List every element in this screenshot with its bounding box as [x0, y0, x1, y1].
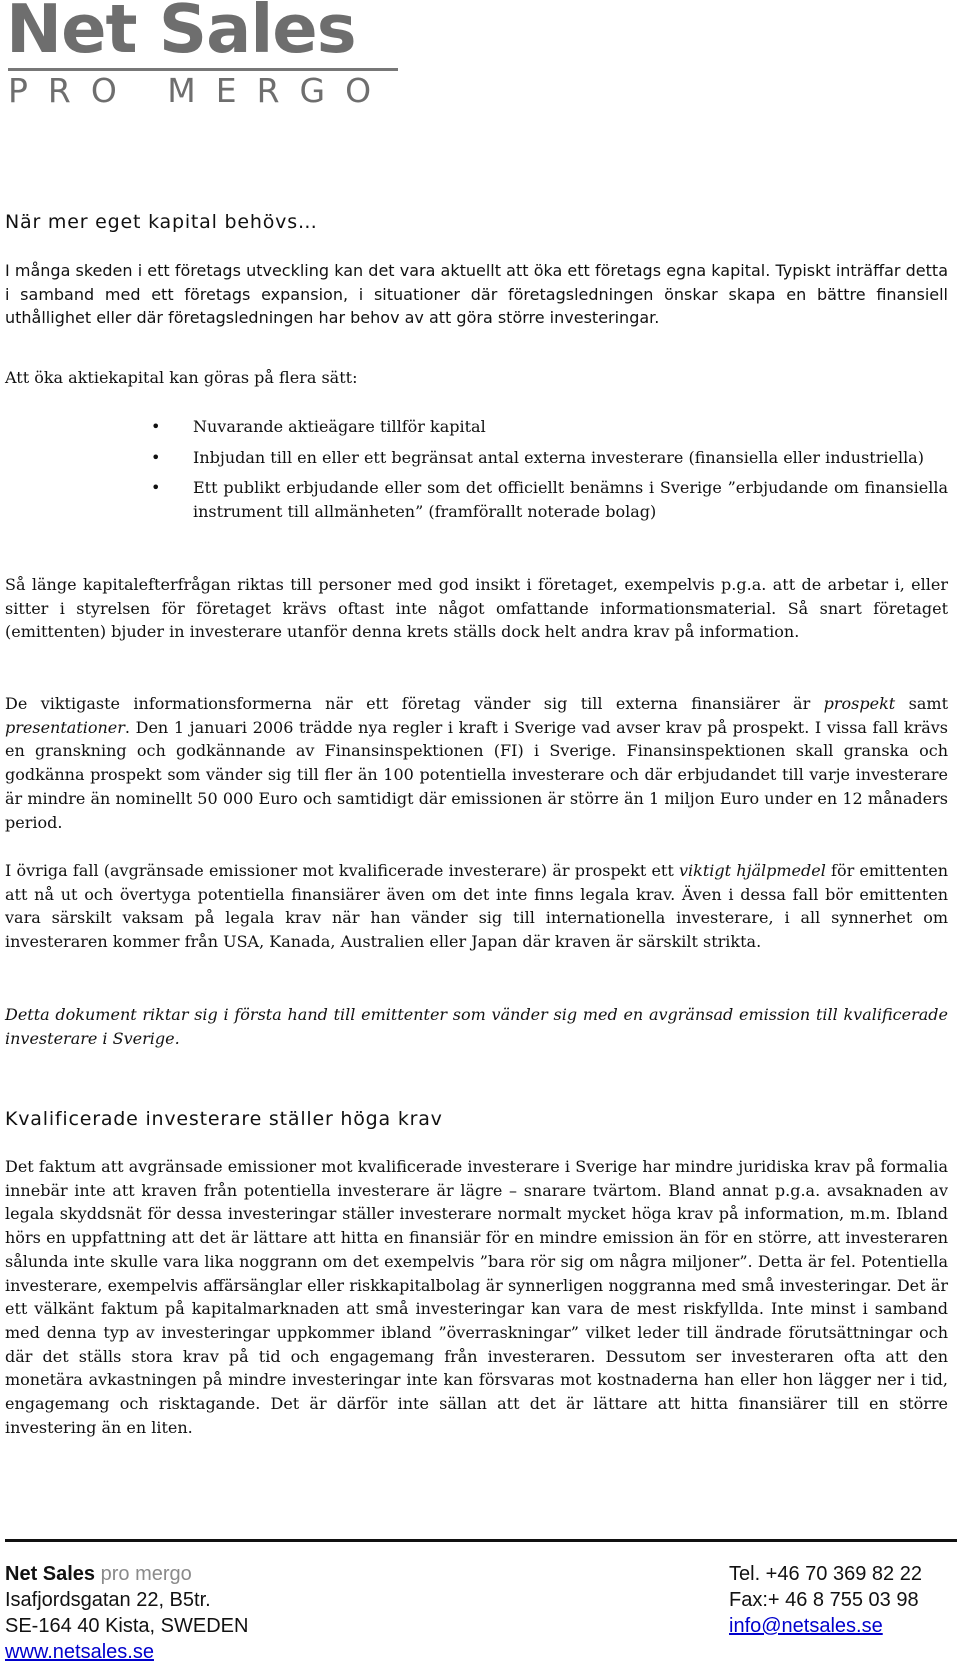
- footer-postal-address: SE-164 40 Kista, SWEDEN: [5, 1615, 249, 1637]
- company-logo: [6, 0, 398, 110]
- logo-tagline: PRO MERGO: [8, 71, 392, 110]
- insight-paragraph: Så länge kapitalefterfrågan riktas till personer med god insikt i företaget, exempelvis p.g.a. att de arbetar i, eller sitter i styrelsen för företaget krävs oftast inte något omfattande informationsmaterial. Så snart företaget (emittenten) bjuder in investerare utanför denna krets ställs dock helt andra krav på information.: [5, 575, 948, 642]
- qualified-investors-paragraph: Det faktum att avgränsade emissioner mot kvalificerade investerare i Sverige har mindre juridiska krav på formalia innebär inte att kraven från potentiella investerare är lägre – snarare tvärtom. Bland annat p.g.a. avsaknaden av legala skyddsnät för dessa investeringar ställer investerare normalt mycket höga krav på information, m.m. Ibland hörs en uppfattning att det är lättare att hitta en finansiär för en mindre emission än för en större, att investeraren sålunda inte skulle vara lika noggrann om det exempelvis ”bara rör sig om några miljoner”. Detta är fel. Potentiella investerare, exempelvis affärsänglar eller riskkapitalbolag är synnerligen noggranna med små investeringar. Det är ett välkänt faktum på kapitalmarknaden att små investeringar kan vara de mest riskfyllda. Inte minst i samband med denna typ av investeringar uppkommer ibland ”överraskningar” vilket leder till ändrade förutsättningar och där det ställs stora krav på tid och engagemang från investeraren. Dessutom ser investeraren ofta att den monetära avkastningen på mindre investeringar inte kan försvaras mot kostnaderna han eller hon lägger ner i tid, engagemang och risktagande. Det är därför inte sällan att det är lättare att hitta finansiärer till en större investering än en liten.: [5, 1157, 948, 1437]
- footer-divider: [5, 1539, 957, 1542]
- footer-fax: Fax:+ 46 8 755 03 98: [729, 1589, 919, 1611]
- section-heading-capital: När mer eget kapital behövs…: [5, 211, 318, 233]
- logo-wordmark: Net Sales: [6, 0, 356, 68]
- document-scope-note: Detta dokument riktar sig i första hand till emittenter som vänder sig med en avgränsad emission till kvalificerade investerare i Sverige.: [5, 1005, 948, 1048]
- footer-brand: Net Sales pro mergo: [5, 1563, 192, 1585]
- list-item: • Inbjudan till en eller ett begränsat antal externa investerare (finansiella eller industriella): [5, 446, 948, 470]
- information-forms-paragraph: De viktigaste informationsformerna när ett företag vänder sig till externa finansiärer är prospekt samt presentationer. Den 1 januari 2006 trädde nya regler i kraft i Sverige vad avser krav på prospekt. I vissa fall krävs en granskning och godkännande av Finansinspektionen (FI) i Sverige. Finansinspektionen skall granska och godkänna prospekt som vänder sig till fler än 100 potentiella investerare och där erbjudandet till varje investerare är mindre än nominellt 50 000 Euro och samtidigt där emissionen är större än 1 miljon Euro under en 12 månaders period.: [5, 694, 948, 832]
- footer-address-block: [5, 1561, 248, 1665]
- list-item: • Ett publikt erbjudande eller som det officiellt benämns i Sverige ”erbjudande om finansiella instrument till allmänheten” (framförallt noterade bolag): [5, 476, 948, 523]
- other-cases-paragraph: I övriga fall (avgränsade emissioner mot kvalificerade investerare) är prospekt ett viktigt hjälpmedel för emittenten att nå ut och övertyga potentiella finansiärer även om det inte finns legala krav. Även i dessa fall bör emittenten vara särskilt vaksam på legala krav när han vänder sig till internationella investerare, i all synnerhet om investeraren kommer från USA, Kanada, Australien eller Japan där kraven är särskilt strikta.: [5, 861, 949, 952]
- footer-website-link[interactable]: www.netsales.se: [5, 1641, 154, 1663]
- list-item: • Nuvarande aktieägare tillför kapital: [5, 415, 948, 439]
- footer-telephone: Tel. +46 70 369 82 22: [729, 1563, 922, 1585]
- ways-intro-paragraph: Att öka aktiekapital kan göras på flera sätt:: [5, 368, 358, 387]
- footer-contact-block: [729, 1561, 922, 1639]
- footer-street-address: Isafjordsgatan 22, B5tr.: [5, 1589, 211, 1611]
- footer-email-link[interactable]: info@netsales.se: [729, 1615, 883, 1637]
- section-heading-qualified-investors: Kvalificerade investerare ställer höga krav: [5, 1108, 443, 1130]
- intro-paragraph: I många skeden i ett företags utveckling kan det vara aktuellt att öka ett företags egna kapital. Typiskt inträffar detta i samband med ett företags expansion, i situationer där företagsledningen önskar skapa en bättre finansiell uthållighet eller där företagsledningen har behov av att göra större investeringar.: [5, 261, 948, 328]
- capital-options-list: [5, 415, 948, 531]
